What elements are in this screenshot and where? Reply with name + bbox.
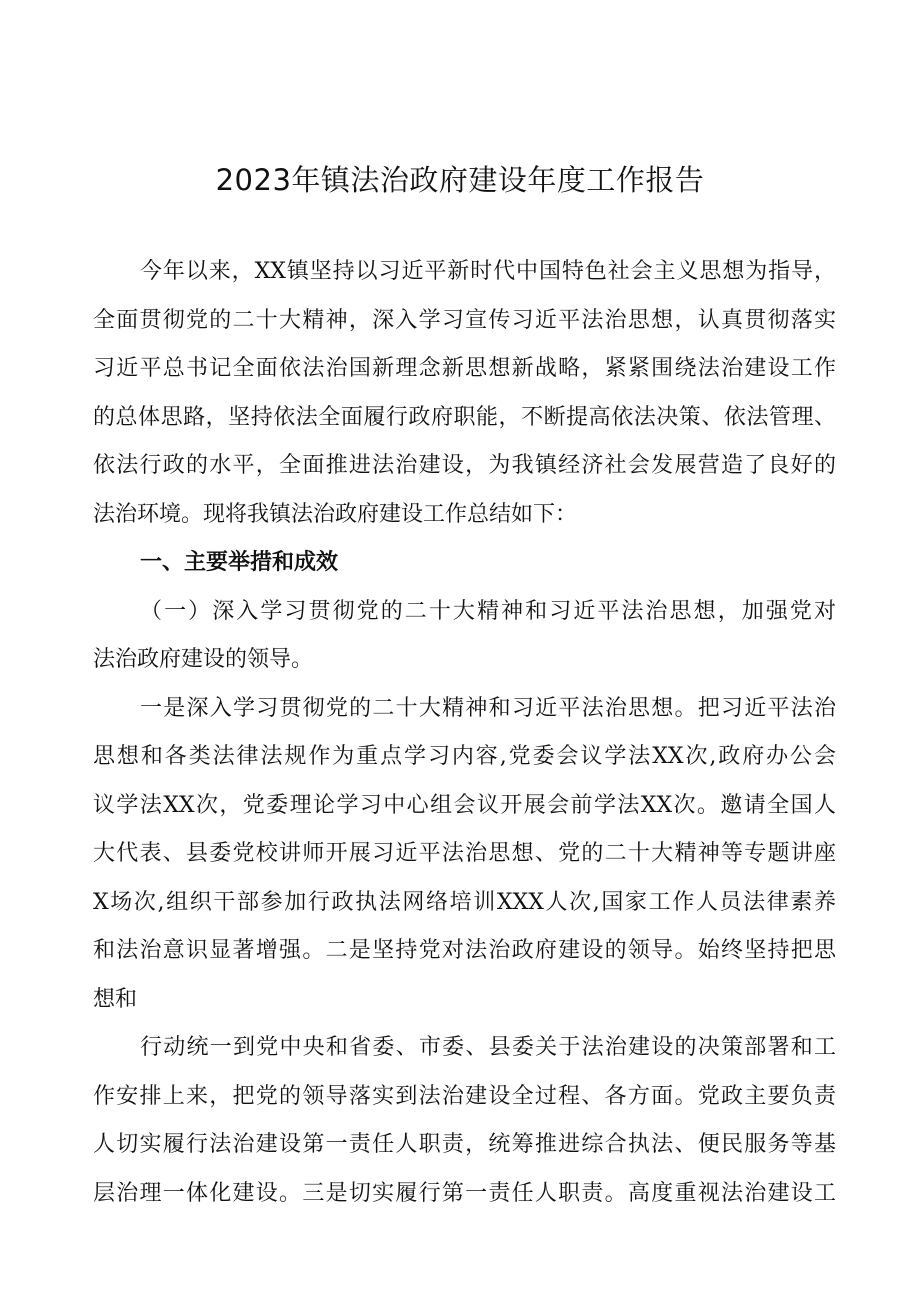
subsection-line: 法治政府建设的领导。	[93, 647, 314, 672]
paragraph-line: 依法行政的水平，全面推进法治建设，为我镇经济社会发展营造了良好的	[93, 453, 836, 478]
document-title: 2023年镇法治政府建设年度工作报告	[215, 163, 705, 197]
section-heading: 一、主要举措和成效	[140, 550, 339, 575]
paragraph-line: 思想和各类法律法规作为重点学习内容,党委会议学法XX次,政府办公会	[93, 744, 836, 769]
paragraph-line: 议学法XX次，党委理论学习中心组会议开展会前学法XX次。邀请全国人	[93, 792, 836, 818]
paragraph-line: 今年以来，XX镇坚持以习近平新时代中国特色社会主义思想为指导，	[140, 259, 836, 284]
paragraph-line: 一是深入学习贯彻党的二十大精神和习近平法治思想。把习近平法治	[140, 695, 836, 721]
paragraph-line: 人切实履行法治建设第一责任人职责，统筹推进综合执法、便民服务等基	[93, 1132, 836, 1157]
paragraph-line: 全面贯彻党的二十大精神，深入学习宣传习近平法治思想，认真贯彻落实	[93, 307, 836, 333]
paragraph-line: 作安排上来，把党的领导落实到法治建设全过程、各方面。党政主要负责	[93, 1083, 836, 1109]
subsection-line: （一）深入学习贯彻党的二十大精神和习近平法治思想，加强党对	[140, 598, 836, 624]
paragraph-line: 和法治意识显著增强。二是坚持党对法治政府建设的领导。始终坚持把思	[93, 938, 836, 963]
paragraph-line: 想和	[93, 986, 138, 1012]
paragraph-line: X场次,组织干部参加行政执法网络培训XXX人次,国家工作人员法律素养	[93, 889, 836, 915]
paragraph-line: 层治理一体化建设。三是切实履行第一责任人职责。高度重视法治建设工	[93, 1180, 836, 1206]
document-body	[93, 248, 836, 1218]
paragraph-line: 行动统一到党中央和省委、市委、县委关于法治建设的决策部署和工	[140, 1035, 836, 1060]
paragraph-line: 法治环境。现将我镇法治政府建设工作总结如下：	[93, 501, 578, 527]
paragraph-line: 习近平总书记全面依法治国新理念新思想新战略，紧紧围绕法治建设工作	[93, 356, 836, 381]
paragraph-line: 大代表、县委党校讲师开展习近平法治思想、党的二十大精神等专题讲座	[93, 841, 836, 866]
paragraph-line: 的总体思路，坚持依法全面履行政府职能，不断提高依法决策、依法管理、	[93, 404, 836, 430]
